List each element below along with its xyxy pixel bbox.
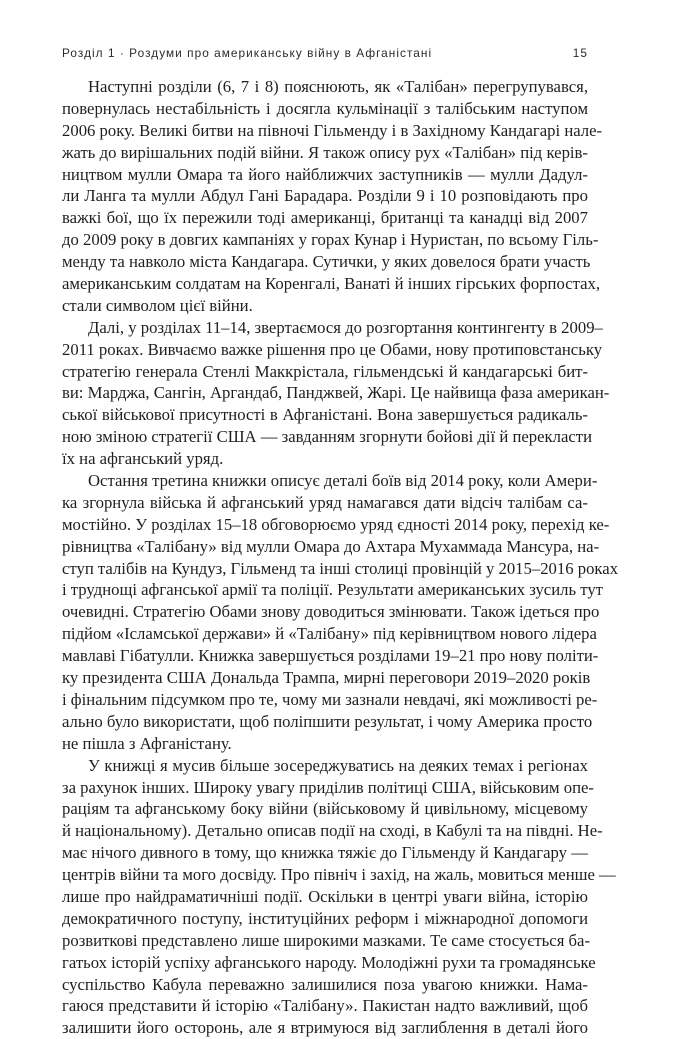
- text-line: лише про найдраматичніші події. Оскільки в центрі уваги війна, історію: [62, 886, 588, 906]
- text-line: Остання третина книжки описує деталі боїв від 2014 року, коли Амери-: [88, 471, 598, 491]
- text-line: до 2009 року в довгих кампаніях у горах Кунар і Нуристан, по всьому Гіль-: [62, 230, 599, 250]
- text-line: 2006 року. Великі битви на півночі Гільменду і в Західному Кандагарі нале-: [62, 120, 603, 140]
- text-line: їх на афганський уряд.: [62, 449, 224, 469]
- text-line: підйом «Ісламської держави» й «Талібану» під керівництвом нового лідера: [62, 624, 597, 644]
- text-line: Далі, у розділах 11–14, звертаємося до розгортання контингенту в 2009–: [88, 317, 603, 337]
- page-number: 15: [572, 46, 588, 60]
- text-line: і фінальним підсумком про те, чому ми зазнали невдачі, які можливості ре-: [62, 689, 598, 709]
- body-text: [62, 76, 619, 1039]
- text-line: і труднощі афганської армії та поліції. Результати американських зусиль тут: [62, 580, 603, 600]
- text-line: ли Ланга та мулли Абдул Гані Барадара. Розділи 9 і 10 розповідають про: [62, 186, 588, 206]
- text-line: й національному). Детально описав події на сході, в Кабулі та на півдні. Не-: [62, 821, 603, 841]
- text-line: повернулась нестабільність і досягла кульмінації з талібським наступом: [62, 98, 588, 118]
- text-line: ви: Марджа, Сангін, Аргандаб, Панджвей, Жарі. Це найвища фаза американ-: [62, 383, 610, 403]
- text-line: ництвом мулли Омара та його найближчих заступників — мулли Дадул-: [62, 164, 588, 184]
- text-line: американським солдатам на Коренгалі, Ванаті й інших гірських форпостах,: [62, 274, 601, 294]
- text-line: має нічого дивного в тому, що книжка тяжіє до Гільменду й Кандагару —: [62, 843, 588, 863]
- text-line: залишити його осторонь, але я втримуюся від заглиблення в деталі його: [62, 1018, 588, 1038]
- text-line: стратегію генерала Стенлі Маккрістала, гільмендські й кандагарські бит-: [62, 361, 588, 381]
- text-line: суспільство Кабула переважно залишилися поза увагою книжки. Нама-: [62, 974, 588, 994]
- text-line: У книжці я мусив більше зосереджуватись на деяких темах і регіонах: [88, 755, 588, 775]
- text-line: ської військової присутності в Афганістані. Вона завершується радикаль-: [62, 405, 588, 425]
- text-line: ступ талібів на Кундуз, Гільменд та інші столиці провінцій у 2015–2016 роках: [62, 558, 619, 578]
- text-line: важкі бої, що їх пережили тоді американці, британці та канадці від 2007: [62, 208, 588, 228]
- text-line: мостійно. У розділах 15–18 обговорюємо уряд єдності 2014 року, перехід ке-: [62, 514, 610, 534]
- text-line: раціям та афганському боку війни (військовому й цивільному, місцевому: [62, 799, 588, 819]
- text-line: гатьох історій успіху афганського народу. Молодіжні рухи та громадянське: [62, 952, 596, 972]
- text-line: не пішла з Афганістану.: [62, 733, 232, 753]
- text-line: ка згорнула війська й афганський уряд намагався дати відсіч талібам са-: [62, 492, 588, 512]
- text-line: мавлаві Гібатулли. Книжка завершується розділами 19–21 про нову політи-: [62, 646, 599, 666]
- text-line: за рахунок інших. Широку увагу приділив політиці США, військовим опе-: [62, 777, 594, 797]
- running-header: [62, 46, 588, 64]
- text-line: демократичного поступу, інституційних реформ і міжнародної допомоги: [62, 908, 588, 928]
- text-line: ально було використати, щоб поліпшити результат, і чому Америка просто: [62, 711, 593, 731]
- text-line: розвиткові представлено лише широкими мазками. Те саме стосується ба-: [62, 930, 591, 950]
- text-line: ною зміною стратегії США — завданням згорнути бойові дії й перекласти: [62, 427, 593, 447]
- text-line: центрів війни та мого досвіду. Про північ і захід, на жаль, мовиться менше —: [62, 865, 616, 885]
- chapter-title: Розділ 1 · Роздуми про американську війну в Афганістані: [62, 46, 433, 60]
- text-line: Наступні розділи (6, 7 і 8) пояснюють, як «Талібан» перегрупувався,: [88, 77, 588, 96]
- text-line: рівництва «Талібану» від мулли Омара до Ахтара Мухаммада Мансура, на-: [62, 536, 600, 556]
- text-line: ку президента США Дональда Трампа, мирні переговори 2019–2020 років: [62, 668, 591, 688]
- text-line: очевидні. Стратегію Обами знову доводиться змінювати. Також ідеться про: [62, 602, 600, 622]
- text-line: менду та навколо міста Кандагара. Сутички, у яких довелося брати участь: [62, 252, 591, 272]
- text-line: стали символом цієї війни.: [62, 295, 253, 315]
- text-line: 2011 роках. Вивчаємо важке рішення про це Обами, нову протиповстанську: [62, 339, 603, 359]
- text-line: жать до вирішальних подій війни. Я також опису рух «Талібан» під керів-: [62, 142, 588, 162]
- text-line: гаюся представити й історію «Талібану». Пакистан надто важливий, щоб: [62, 996, 588, 1016]
